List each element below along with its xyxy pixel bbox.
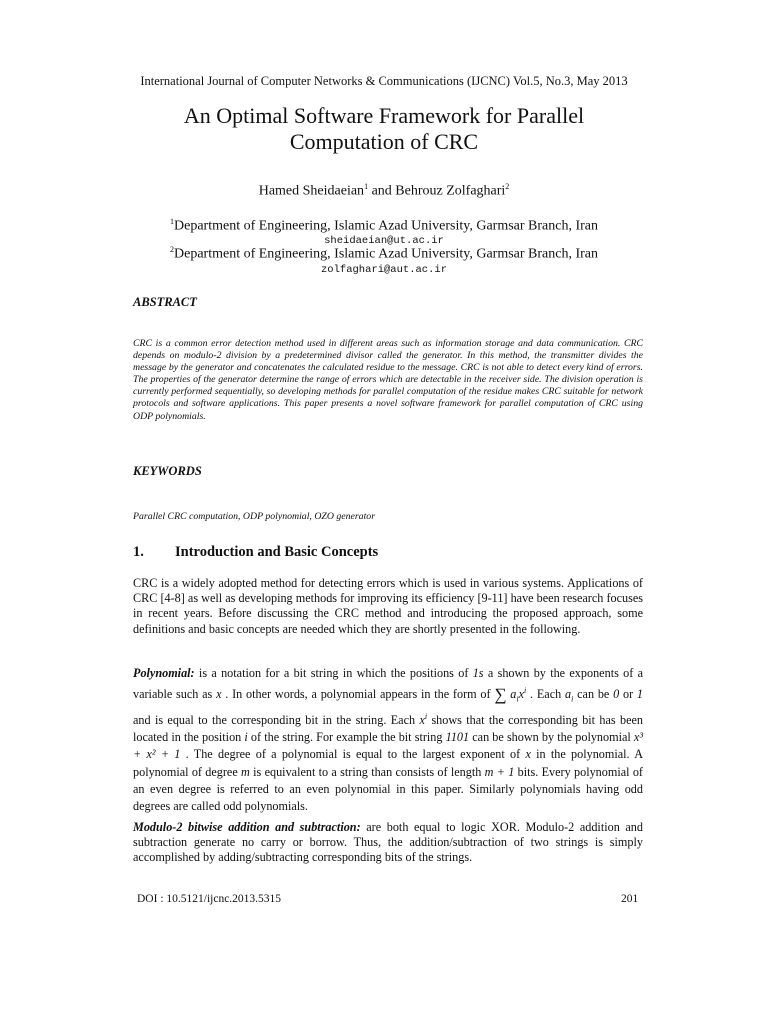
modulo2-paragraph (133, 820, 643, 866)
math-run: a (565, 687, 572, 702)
author-list (0, 182, 768, 200)
journal-header: International Journal of Computer Networks & Communications (IJCNC) Vol.5, No.3, May 2013 (140, 74, 628, 88)
polynomial-term: Polynomial: (133, 666, 195, 680)
author-1-affil-mark: 1 (364, 182, 369, 191)
affiliation-2 (0, 245, 768, 263)
text-run: is equivalent to a string than consists of length (249, 764, 485, 779)
affiliation-1-text: Department of Engineering, Islamic Azad University, Garmsar Branch, Iran (174, 218, 598, 234)
math-run: x (518, 687, 525, 702)
math-run: m (241, 764, 250, 779)
text-run: can be (573, 687, 614, 702)
math-run: x (216, 687, 222, 702)
math-run: m + 1 (484, 764, 515, 779)
math-run: x (525, 747, 531, 762)
affiliation-1-mark: 1 (170, 217, 174, 226)
math-run: i (244, 730, 248, 745)
author-join: and (368, 183, 396, 199)
keywords-heading: KEYWORDS (133, 464, 202, 478)
abstract-heading: ABSTRACT (133, 295, 197, 309)
text-run: bits. Every polynomial of an even degree is referred to an even polynomial in this paper. Similarly polynomials having odd degrees are called odd polynomials. (133, 764, 643, 813)
math-run: x (419, 712, 425, 727)
math-run: a (510, 687, 517, 702)
math-superscript: i (424, 711, 428, 721)
example-polynomial: x³ + x² + 1 (133, 730, 643, 762)
polynomial-paragraph (133, 665, 643, 815)
text-run: and is equal to the corresponding bit in the string. Each (133, 712, 420, 727)
author-1: Hamed Sheidaeian (258, 183, 365, 199)
text-run: is a notation for a bit string in which the positions of (194, 666, 473, 680)
keywords-text: Parallel CRC computation, ODP polynomial, OZO generator (133, 511, 376, 522)
text-run: . Each (526, 687, 566, 702)
text-run: a shown by the exponents of a variable such as (133, 666, 643, 702)
math-run: 1101 (445, 730, 470, 745)
math-subscript: i (571, 694, 574, 704)
text-run: in the polynomial. A polynomial of degree (133, 747, 644, 779)
section-title: Introduction and Basic Concepts (175, 544, 379, 560)
math-run: 1 (636, 687, 644, 702)
affiliation-1 (0, 217, 768, 235)
text-run: . In other words, a polynomial appears in the form of (221, 687, 495, 702)
math-superscript: i (524, 686, 527, 696)
intro-paragraph: CRC is a widely adopted method for detecting errors which is used in various systems. Applications of CRC [4-8] as well as developing methods for improving its efficiency [9-11] have been research focuses in recent years. Before discussing the CRC method and introducing the proposed approach, some definitions and basic concepts are needed which they are shortly presented in the following. (133, 576, 643, 636)
title-line-1: An Optimal Software Framework for Parallel (183, 103, 585, 128)
sum-symbol: ∑ (494, 685, 507, 705)
affiliation-2-text: Department of Engineering, Islamic Azad University, Garmsar Branch, Iran (174, 246, 598, 262)
math-run: 0 (613, 687, 620, 702)
abstract-text: CRC is a common error detection method used in different areas such as information storage and data communication. CRC depends on modulo-2 division by a predetermined divisor called the generator. In this method, the transmitter divides the message by the generator and concatenates the calculated residue to the message. CRC is not able to detect every kind of errors. The properties of the generator determine the range of errors which are detectable in the receiver side. The division operation is currently performed sequentially, so developing methods for parallel computation of the residue makes CRC suitable for network protocols and software applications. This paper presents a novel software framework for parallel computation of CRC using ODP polynomials. (133, 338, 643, 422)
page-number: 201 (621, 893, 639, 905)
section-number: 1. (133, 544, 144, 560)
email-1: sheidaeian@ut.ac.ir (324, 235, 444, 247)
text-run: or (619, 687, 637, 702)
email-2: zolfaghari@aut.ac.ir (320, 264, 448, 276)
text-run: can be shown by the polynomial (469, 730, 634, 745)
text-run: shows that the corresponding bit has been located in the position (133, 712, 644, 745)
text-run: . The degree of a polynomial is equal to the largest exponent of (180, 747, 526, 762)
author-2: Behrouz Zolfaghari (395, 183, 506, 199)
math-subscript: i (516, 694, 519, 704)
paper-title (0, 103, 768, 155)
math-run: 1s (472, 666, 484, 680)
text-run: of the string. For example the bit string (247, 730, 446, 745)
affiliation-2-mark: 2 (170, 245, 174, 254)
title-line-2: Computation of CRC (289, 129, 479, 154)
text-run: are both equal to logic XOR. Modulo-2 addition and subtraction generate no carry or borrow. Thus, the addition/subtraction of two strings is simply accomplished by adding/subtracting corresponding bits of the strings. (133, 820, 643, 865)
modulo2-term: Modulo-2 bitwise addition and subtraction: (133, 820, 361, 834)
footer-doi: DOI : 10.5121/ijcnc.2013.5315 (137, 893, 282, 905)
author-2-affil-mark: 2 (505, 182, 510, 191)
